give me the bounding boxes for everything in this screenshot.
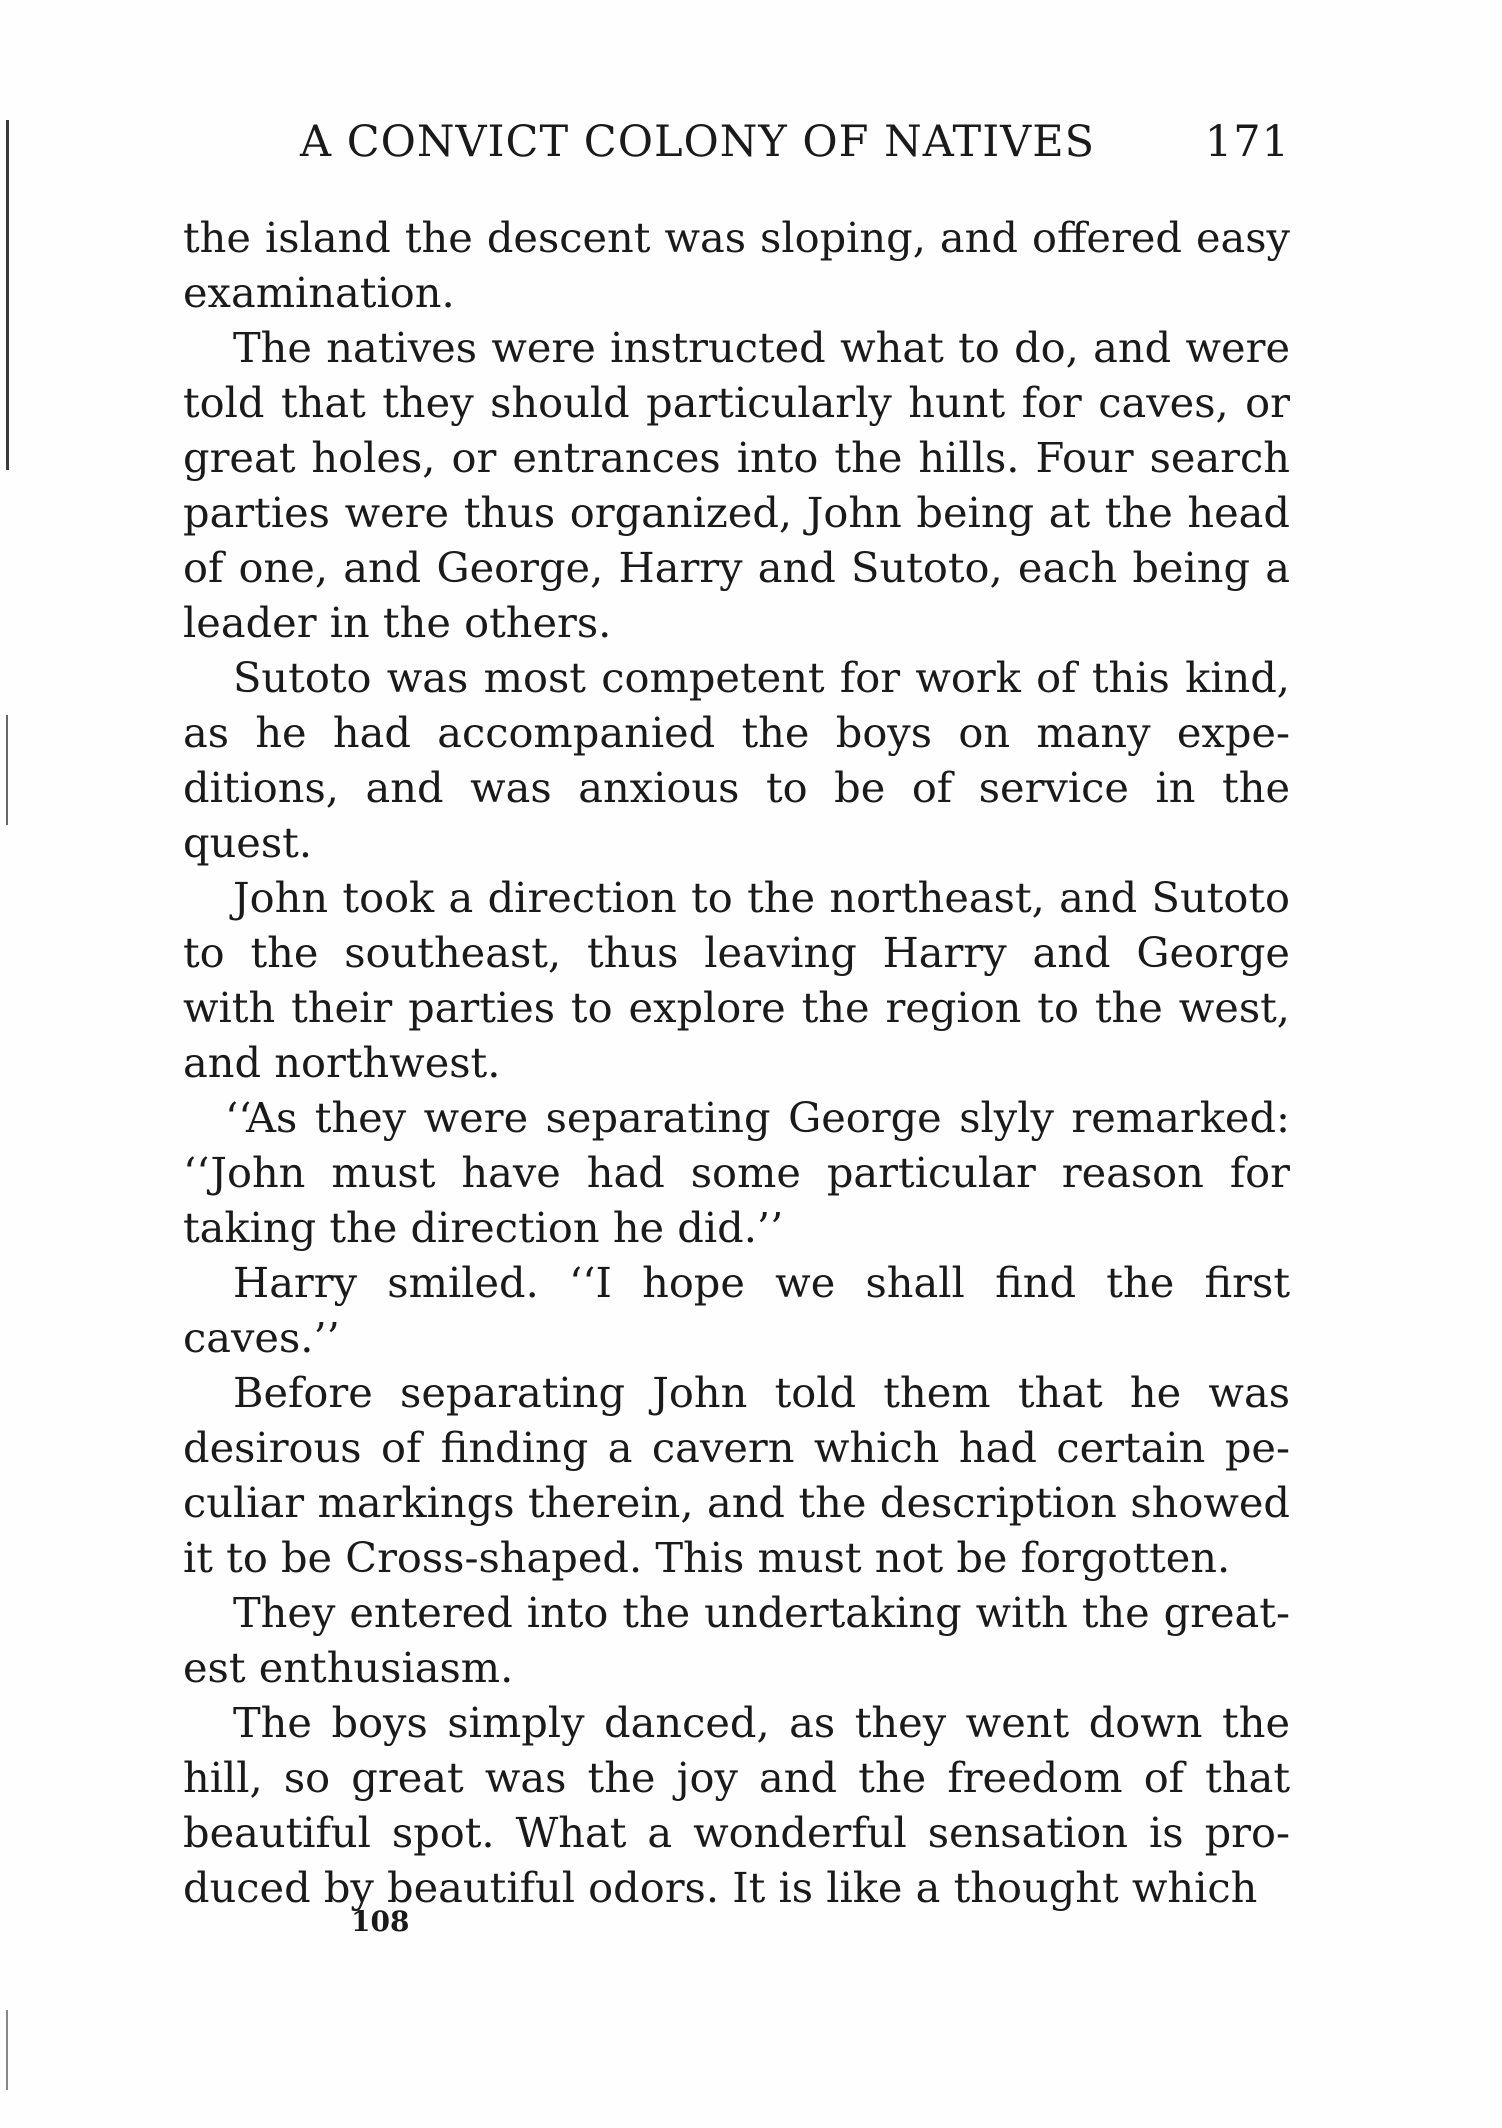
scan-margin-mark bbox=[6, 2010, 8, 2090]
body-text bbox=[183, 210, 1290, 1915]
paragraph: Before separating John told them that he was desirous of finding a cavern which had certain peculiar markings therein, and the description showed it to be Cross-shaped. This must not be forgotten. bbox=[183, 1368, 1290, 1582]
paragraph: ‘‘As they were separating George slyly remarked: ‘‘John must have had some particular reason for taking the direction he did.’’ bbox=[183, 1093, 1290, 1252]
paragraph: Sutoto was most competent for work of this kind, as he had accompanied the boys on many expeditions, and was anxious to be of service in the quest. bbox=[183, 653, 1290, 867]
paragraph: Harry smiled. ‘‘I hope we shall find the first caves.’’ bbox=[183, 1258, 1290, 1362]
page-header bbox=[300, 112, 1290, 172]
paragraph: The natives were instructed what to do, and were told that they should particularly hunt for caves, or great holes, or entrances into the hills. Four search parties were thus organized, John being at the head of one, and George, Harry and Sutoto, each being a leader in the others. bbox=[183, 323, 1290, 647]
paragraph: John took a direction to the northeast, and Sutoto to the southeast, thus leaving Harry and George with their parties to explore the region to the west, and northwest. bbox=[183, 873, 1290, 1087]
paragraph: the island the descent was sloping, and offered easy examination. bbox=[183, 213, 1290, 317]
signature-mark: 108 bbox=[351, 1905, 410, 1938]
scan-margin-mark bbox=[6, 120, 9, 470]
running-head: A CONVICT COLONY OF NATIVES bbox=[300, 117, 1096, 167]
paragraph: They entered into the undertaking with the greatest enthusiasm. bbox=[183, 1588, 1290, 1692]
scan-margin-mark bbox=[6, 715, 8, 825]
paragraph: The boys simply danced, as they went down the hill, so great was the joy and the freedom of that beautiful spot. What a wonderful sensation is produced by beautiful odors. It is like a thought which bbox=[183, 1698, 1290, 1912]
page-number: 171 bbox=[1204, 117, 1290, 167]
